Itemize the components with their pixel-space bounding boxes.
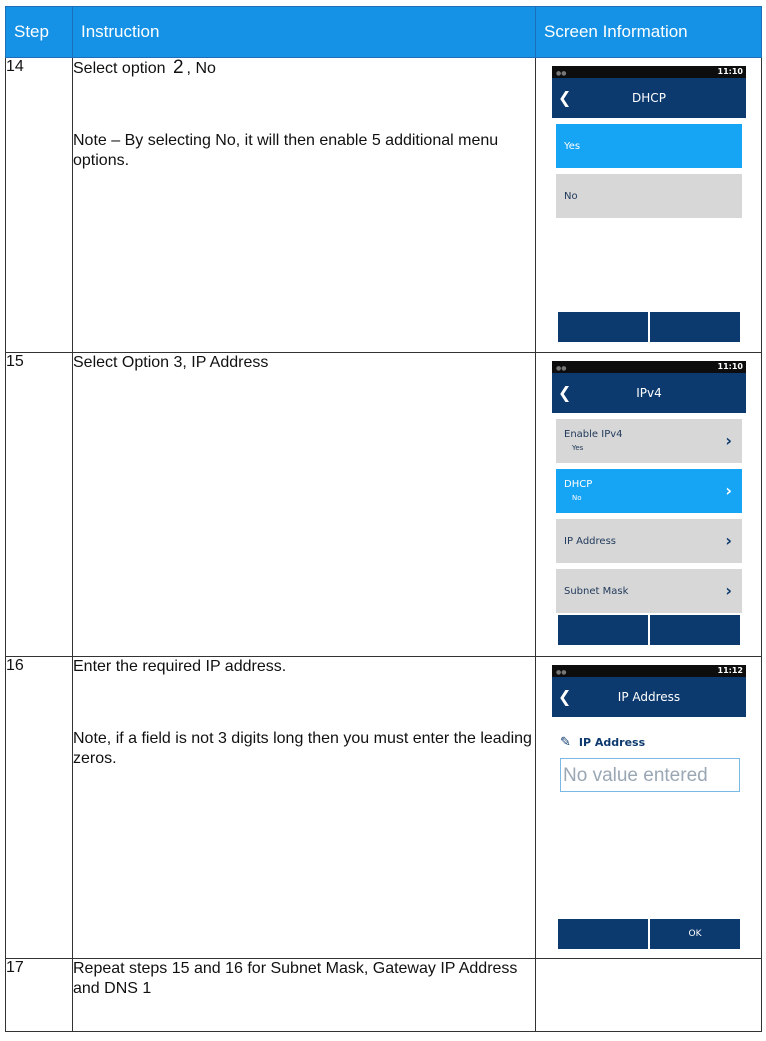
device-screen-ip-address (552, 665, 746, 953)
instruction-cell (73, 352, 536, 656)
table-row (6, 58, 762, 353)
instruction-cell (73, 656, 536, 958)
instruction-text: Select Option 3, IP Address (73, 353, 269, 371)
screen-cell (536, 656, 762, 958)
device-screen-dhcp (552, 66, 746, 344)
menu-item-subnet-mask[interactable]: Subnet Mask › (556, 569, 742, 613)
chevron-right-icon: › (725, 580, 732, 600)
left-soft-button[interactable] (558, 615, 648, 645)
table-row (6, 958, 762, 1031)
menu-item-yes[interactable]: Yes (556, 124, 742, 168)
status-bar: ●● 11:10 (552, 361, 746, 373)
device-screen-ipv4 (552, 361, 746, 647)
instruction-cell (73, 58, 536, 353)
instruction-cell (73, 958, 536, 1031)
chevron-right-icon: › (725, 530, 732, 550)
screen-cell (536, 352, 762, 656)
step-number: 14 (6, 58, 73, 353)
instruction-note: Note – By selecting No, it will then enable 5 additional menu options. (73, 132, 499, 169)
screen-title: IPv4 (636, 385, 662, 400)
screen-title: DHCP (632, 91, 666, 105)
app-bar (552, 373, 746, 413)
ok-button[interactable]: OK (650, 919, 740, 949)
status-bar: ●● 11:12 (552, 665, 746, 677)
step-number: 16 (6, 656, 73, 958)
table-row (6, 352, 762, 656)
ip-address-input[interactable]: No value entered (560, 758, 740, 792)
chevron-right-icon: › (725, 480, 732, 500)
chevron-left-icon[interactable]: ❮ (558, 382, 572, 402)
table-header-row (6, 7, 762, 58)
header-instruction: Instruction (73, 7, 536, 58)
menu-item-enable-ipv4[interactable]: Enable IPv4 Yes › (556, 419, 742, 463)
status-bar: ●● 11:10 (552, 66, 746, 78)
instruction-text: Select option 2 , No (73, 57, 216, 78)
step-number: 15 (6, 352, 73, 656)
chevron-left-icon[interactable]: ❮ (558, 88, 572, 107)
button-bar (558, 615, 740, 645)
app-bar (552, 78, 746, 118)
step-number: 17 (6, 958, 73, 1031)
instruction-text: Enter the required IP address. (73, 657, 287, 675)
header-screen-information: Screen Information (536, 7, 762, 58)
screen-title: IP Address (617, 689, 681, 704)
header-step: Step (6, 7, 73, 58)
right-soft-button[interactable] (650, 312, 740, 342)
right-soft-button[interactable] (650, 615, 740, 645)
button-bar (558, 312, 740, 342)
screen-cell (536, 58, 762, 353)
app-bar (552, 677, 746, 717)
field-label: ✎ IP Address (560, 734, 646, 750)
screen-cell (536, 958, 762, 1031)
pen-icon: ✎ (560, 734, 571, 750)
table-row (6, 656, 762, 958)
chevron-left-icon[interactable]: ❮ (558, 686, 572, 706)
chevron-right-icon: › (725, 430, 732, 450)
menu-item-dhcp[interactable]: DHCP No › (556, 469, 742, 513)
instruction-note: Note, if a field is not 3 digits long then you must enter the leading zeros. (73, 729, 532, 767)
steps-table (5, 6, 762, 1032)
left-soft-button[interactable] (558, 919, 648, 949)
button-bar (558, 919, 740, 949)
instruction-text: Repeat steps 15 and 16 for Subnet Mask, Gateway IP Address and DNS 1 (73, 959, 518, 997)
menu-item-ip-address[interactable]: IP Address › (556, 519, 742, 563)
menu-item-no[interactable]: No (556, 174, 742, 218)
left-soft-button[interactable] (558, 312, 648, 342)
